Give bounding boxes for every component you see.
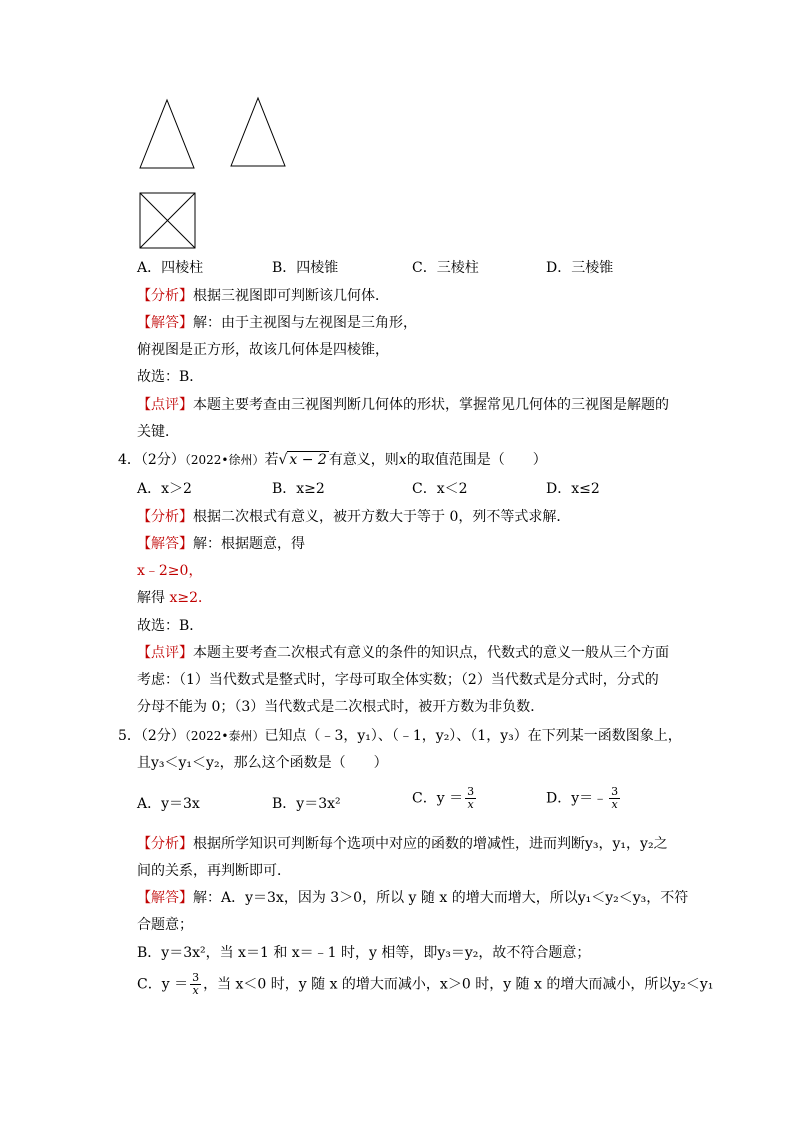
analysis-tag: 【分析】	[137, 509, 193, 525]
q5-stem-1	[118, 727, 682, 745]
front-view-triangle	[140, 100, 194, 168]
q5-solution	[137, 889, 688, 907]
q5-stem-2: 且y₃＜y₁＜y₂，那么这个函数是（ ）	[137, 755, 388, 771]
q5-analysis	[137, 835, 668, 853]
q3-analysis-text: 根据三视图即可判断该几何体．	[193, 288, 389, 304]
q5-option-d	[546, 786, 622, 811]
q4-solution-text-1: 解：根据题意，得	[193, 536, 305, 552]
q4-option-a: A．x＞2	[137, 481, 192, 497]
q3-solution-text-2: 俯视图是正方形，故该几何体是四棱锥，	[137, 342, 389, 358]
analysis-tag: 【分析】	[137, 288, 193, 304]
q5-solution-4-label: C．y ＝	[137, 976, 189, 993]
three-view-figure	[130, 90, 300, 255]
q5-solution-text-3: B．y＝3x²，当 x＝1 和 x＝﹣1 时，y 相等，即y₃＝y₂，故不符合题意；	[137, 945, 591, 961]
q5-option-c-label: C．y ＝	[412, 790, 464, 807]
q4-option-c: C．x＜2	[412, 481, 468, 497]
q5-stem-text-1: 已知点（﹣3，y₁）、（﹣1，y₂）、（1，y₃）在下列某一函数图象上，	[264, 728, 682, 744]
q5-option-d-label: D．y＝﹣	[546, 790, 608, 807]
q4-radicand: x − 2	[289, 452, 327, 468]
q4-choice: 故选：B．	[137, 618, 204, 634]
q4-step-2a: 解得	[137, 590, 165, 606]
q4-review	[137, 644, 669, 662]
q5-option-b: B．y＝3x²	[272, 796, 341, 812]
q5-source: （2022•泰州）	[184, 729, 265, 743]
q4-stem-b: 有意义，则	[328, 452, 399, 468]
q4-var: x	[398, 452, 407, 468]
q4-stem-a: 若	[264, 452, 279, 468]
frac-denominator: x	[467, 798, 474, 811]
q3-choice: 故选：B．	[137, 369, 204, 385]
q3-review	[137, 396, 669, 414]
solution-tag: 【解答】	[137, 536, 193, 552]
analysis-tag: 【分析】	[137, 836, 193, 852]
q3-solution	[137, 314, 417, 332]
q3-review-text-2: 关键．	[137, 424, 179, 440]
q4-analysis	[137, 508, 570, 526]
review-tag: 【点评】	[137, 397, 193, 413]
q4-review-text-3: 分母不能为 0；（3）当代数式是二次根式时，被开方数为非负数．	[137, 699, 545, 715]
frac-denominator: x	[192, 984, 199, 997]
q5-solution-text-1: 解：A．y＝3x，因为 3＞0，所以 y 随 x 的增大而增大，所以y₁＜y₂＜y₃，不符	[193, 890, 689, 906]
q4-stem-c: 的取值范围是（ ）	[406, 452, 547, 468]
q5-option-d-fraction	[609, 786, 620, 811]
q4-option-b: B．x≥2	[272, 481, 325, 497]
q3-option-a: A．四棱柱	[137, 260, 204, 276]
frac-numerator: 3	[192, 971, 200, 984]
q5-analysis-text-2: 间的关系，再判断即可．	[137, 863, 291, 879]
q5-solution-text-2: 合题意；	[137, 917, 193, 933]
q4-step-1: x﹣2≥0，	[137, 563, 203, 579]
q5-option-c	[412, 786, 478, 811]
q4-analysis-text: 根据二次根式有意义，被开方数大于等于 0，列不等式求解．	[193, 509, 571, 525]
q3-review-text-1: 本题主要考查由三视图判断几何体的形状，掌握常见几何体的三视图是解题的	[193, 397, 669, 413]
q4-review-text-2: 考虑：（1）当代数式是整式时，字母可取全体实数；（2）当代数式是分式时，分式的	[137, 672, 659, 688]
q4-option-d: D．x≤2	[546, 481, 600, 497]
q5-option-a: A．y＝3x	[137, 796, 200, 812]
solution-tag: 【解答】	[137, 890, 193, 906]
q4-review-text-1: 本题主要考查二次根式有意义的条件的知识点，代数式的意义一般从三个方面	[193, 645, 669, 661]
q4-sqrt: √ x − 2	[278, 452, 327, 468]
q5-solution-line-4	[137, 972, 713, 997]
frac-denominator: x	[611, 798, 618, 811]
solution-tag: 【解答】	[137, 315, 193, 331]
frac-numerator: 3	[467, 785, 475, 798]
q5-prefix: 5．（2分）	[118, 728, 185, 744]
q4-solution	[137, 535, 305, 553]
review-tag: 【点评】	[137, 645, 193, 661]
q4-step-2	[137, 589, 212, 607]
q5-solution-4-rest: ，当 x＜0 时，y 随 x 的增大而减小，x＞0 时，y 随 x 的增大而减小，所以y₂＜y₁	[203, 976, 714, 993]
q3-option-d: D．三棱锥	[546, 260, 614, 276]
q4-stem	[118, 451, 547, 469]
q5-solution-fraction	[190, 972, 201, 997]
q3-option-c: C．三棱柱	[412, 260, 479, 276]
q3-option-b: B．四棱锥	[272, 260, 339, 276]
q5-analysis-text-1: 根据所学知识可判断每个选项中对应的函数的增减性，进而判断y₃，y₁，y₂之	[193, 836, 668, 852]
q5-option-c-fraction	[465, 786, 476, 811]
frac-numerator: 3	[611, 785, 619, 798]
q4-source: （2022•徐州）	[184, 453, 265, 467]
q3-solution-text-1: 解：由于主视图与左视图是三角形，	[193, 315, 417, 331]
side-view-triangle	[231, 98, 285, 166]
q4-prefix: 4．（2分）	[118, 452, 185, 468]
q4-step-2b: x≥2．	[169, 590, 212, 606]
q3-analysis	[137, 287, 389, 305]
